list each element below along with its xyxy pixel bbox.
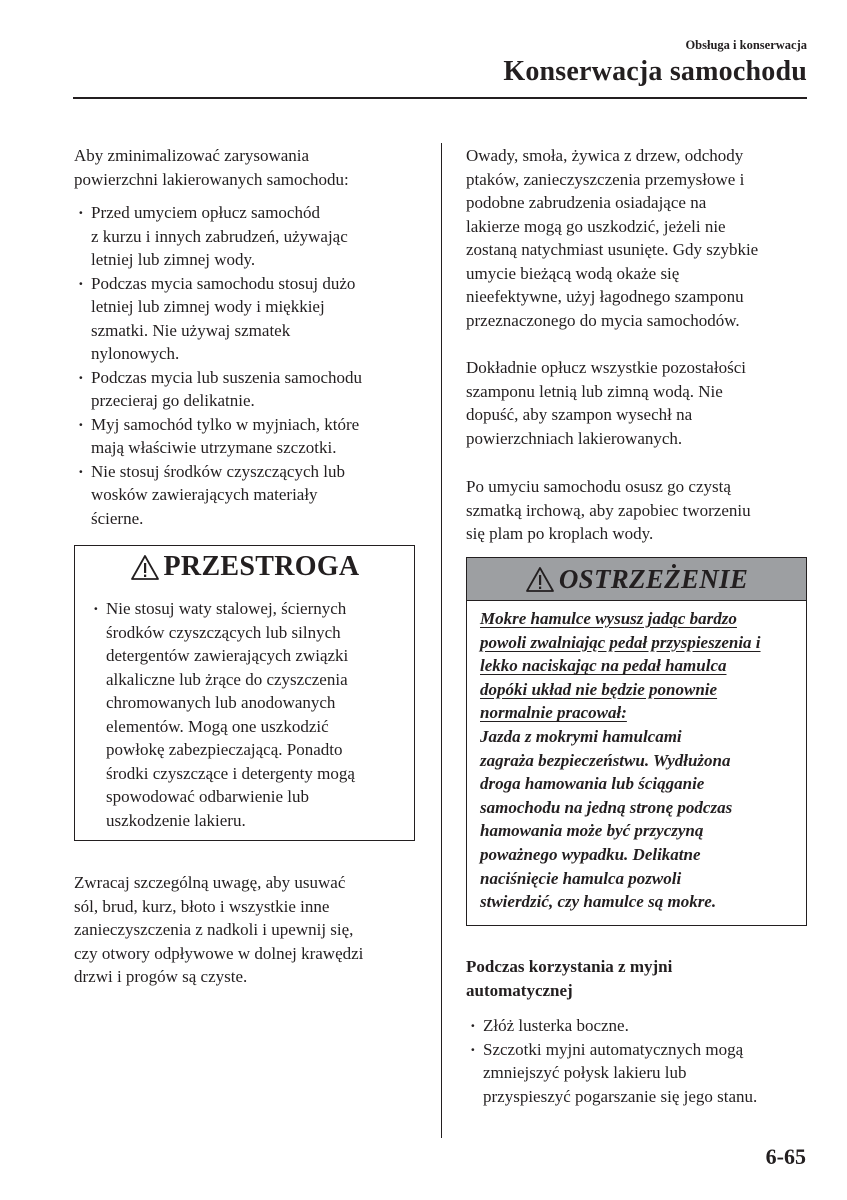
warning-title: OSTRZEŻENIE bbox=[558, 563, 749, 594]
text-line: uszkodzenie lakieru. bbox=[106, 810, 246, 830]
text-line: Złóż lusterka boczne. bbox=[483, 1016, 629, 1035]
caution-box bbox=[74, 545, 415, 841]
text-line: zmniejszyć połysk lakieru lub bbox=[483, 1063, 687, 1082]
text-line: Podczas mycia samochodu stosuj dużo bbox=[91, 273, 356, 293]
text-line: środki czyszczące i detergenty mogą bbox=[106, 763, 355, 783]
warning-body bbox=[467, 601, 806, 920]
text-line: Po umyciu samochodu osusz go czystą bbox=[466, 477, 731, 496]
text-line: Szczotki myjni automatycznych mogą bbox=[483, 1039, 744, 1059]
text-line: naciśnięcie hamulca pozwoli bbox=[480, 868, 682, 888]
text-line: powłokę zabezpieczającą. Ponadto bbox=[106, 740, 343, 759]
text-line: sól, brud, kurz, błoto i wszystkie inne bbox=[74, 896, 330, 916]
left-outro-paragraph bbox=[74, 871, 424, 989]
text-line: Przed umyciem opłucz samochód bbox=[91, 203, 320, 222]
text-line: chromowanych lub anodowanych bbox=[106, 693, 336, 712]
text-line: zostaną natychmiast usunięte. Gdy szybkie bbox=[466, 240, 759, 259]
list-item bbox=[89, 597, 409, 832]
text-line: lekko naciskając na pedał hamulca bbox=[480, 656, 727, 676]
text-line: dopóki układ nie będzie ponownie bbox=[480, 679, 718, 699]
text-line: szamponu letnią lub zimną wodą. Nie bbox=[466, 381, 723, 401]
section-label: Obsługa i konserwacja bbox=[685, 38, 807, 52]
text-line: detergentów zawierających związki bbox=[106, 646, 349, 665]
text-line: zagraża bezpieczeństwu. Wydłużona bbox=[480, 750, 731, 770]
column-divider bbox=[441, 143, 442, 1138]
right-bullet-list bbox=[466, 1014, 811, 1108]
text-line: ścierne. bbox=[91, 508, 144, 528]
list-item bbox=[466, 1038, 811, 1109]
text-line: Myj samochód tylko w myjniach, które bbox=[91, 414, 360, 434]
text-line: automatycznej bbox=[466, 980, 573, 1000]
text-line: letniej lub zimnej wody i miękkiej bbox=[91, 297, 325, 316]
text-line: przeznaczonego do mycia samochodów. bbox=[466, 310, 740, 330]
text-line: Mokre hamulce wysusz jadąc bardzo bbox=[480, 609, 737, 628]
list-item bbox=[74, 413, 424, 460]
text-line: samochodu na jedną stronę podczas bbox=[480, 797, 733, 817]
left-intro-paragraph bbox=[74, 144, 424, 191]
text-line: dopuść, aby szampon wysechł na bbox=[466, 405, 693, 424]
text-line: Podczas mycia lub suszenia samochodu bbox=[91, 367, 362, 387]
text-line: z kurzu i innych zabrudzeń, używając bbox=[91, 226, 348, 246]
text-line: Aby zminimalizować zarysowania bbox=[74, 146, 310, 165]
list-item bbox=[466, 1014, 811, 1038]
warning-triangle-icon bbox=[130, 554, 160, 581]
text-line: lakierze mogą go uszkodzić, jeżeli nie bbox=[466, 216, 726, 236]
text-line: Nie stosuj waty stalowej, ściernych bbox=[106, 599, 347, 618]
text-line: poważnego wypadku. Delikatne bbox=[480, 844, 701, 864]
text-line: hamowania może być przyczyną bbox=[480, 821, 704, 841]
warning-header bbox=[467, 558, 806, 601]
text-line: przyspieszyć pogarszanie się jego stanu. bbox=[483, 1086, 758, 1106]
text-line: wosków zawierających materiały bbox=[91, 485, 318, 504]
text-line: ptaków, zanieczyszczenia przemysłowe i bbox=[466, 169, 745, 189]
left-bullet-list bbox=[74, 201, 424, 530]
text-line: szmatki. Nie używaj szmatek bbox=[91, 320, 291, 340]
text-line: drzwi i progów są czyste. bbox=[74, 967, 248, 986]
text-line: Zwracaj szczególną uwagę, aby usuwać bbox=[74, 873, 346, 892]
text-line: umycie bieżącą wodą okaże się bbox=[466, 263, 680, 283]
text-line: przecieraj go delikatnie. bbox=[91, 391, 255, 410]
text-line: letniej lub zimnej wody. bbox=[91, 250, 256, 269]
warning-triangle-icon bbox=[525, 566, 555, 593]
right-paragraph-3 bbox=[466, 475, 811, 546]
text-line: podobne zabrudzenia osiadające na bbox=[466, 193, 707, 212]
text-line: powoli zwalniając pedał przyspieszenia i bbox=[480, 632, 761, 652]
text-line: Nie stosuj środków czyszczących lub bbox=[91, 461, 345, 481]
text-line: się plam po kroplach wody. bbox=[466, 524, 654, 543]
text-line: Podczas korzystania z myjni bbox=[466, 957, 673, 976]
text-line: szmatką irchową, aby zapobiec tworzeniu bbox=[466, 500, 751, 520]
text-line: zanieczyszczenia z nadkoli i upewnij się, bbox=[74, 920, 354, 939]
section-subheading bbox=[466, 955, 811, 1002]
text-line: czy otwory odpływowe w dolnej krawędzi bbox=[74, 943, 364, 963]
page-title: Konserwacja samochodu bbox=[503, 56, 807, 87]
text-line: powierzchni lakierowanych samochodu: bbox=[74, 169, 349, 189]
text-line: Jazda z mokrymi hamulcami bbox=[480, 726, 682, 746]
text-line: nylonowych. bbox=[91, 344, 180, 363]
text-line: Dokładnie opłucz wszystkie pozostałości bbox=[466, 358, 746, 377]
list-item bbox=[74, 272, 424, 366]
text-line: elementów. Mogą one uszkodzić bbox=[106, 716, 329, 736]
text-line: mają właściwie utrzymane szczotki. bbox=[91, 438, 337, 457]
text-line: alkaliczne lub żrące do czyszczenia bbox=[106, 669, 348, 689]
header-rule bbox=[73, 97, 807, 99]
text-line: nieefektywne, użyj łagodnego szamponu bbox=[466, 287, 744, 306]
caution-title: PRZESTROGA bbox=[163, 551, 360, 582]
list-item bbox=[74, 460, 424, 531]
page-number: 6-65 bbox=[765, 1144, 806, 1169]
warning-box bbox=[466, 557, 807, 926]
text-line: środków czyszczących lub silnych bbox=[106, 622, 341, 642]
caution-header bbox=[75, 546, 414, 588]
text-line: powierzchniach lakierowanych. bbox=[466, 428, 683, 448]
right-paragraph-1 bbox=[466, 144, 811, 332]
caution-bullet-list bbox=[89, 597, 409, 832]
text-line: stwierdzić, czy hamulce są mokre. bbox=[480, 892, 717, 912]
text-line: droga hamowania lub ściąganie bbox=[480, 774, 705, 794]
right-paragraph-2 bbox=[466, 356, 811, 450]
list-item bbox=[74, 366, 424, 413]
text-line: Owady, smoła, żywica z drzew, odchody bbox=[466, 146, 744, 165]
list-item bbox=[74, 201, 424, 272]
text-line: normalnie pracował: bbox=[480, 703, 627, 723]
text-line: spowodować odbarwienie lub bbox=[106, 787, 310, 806]
